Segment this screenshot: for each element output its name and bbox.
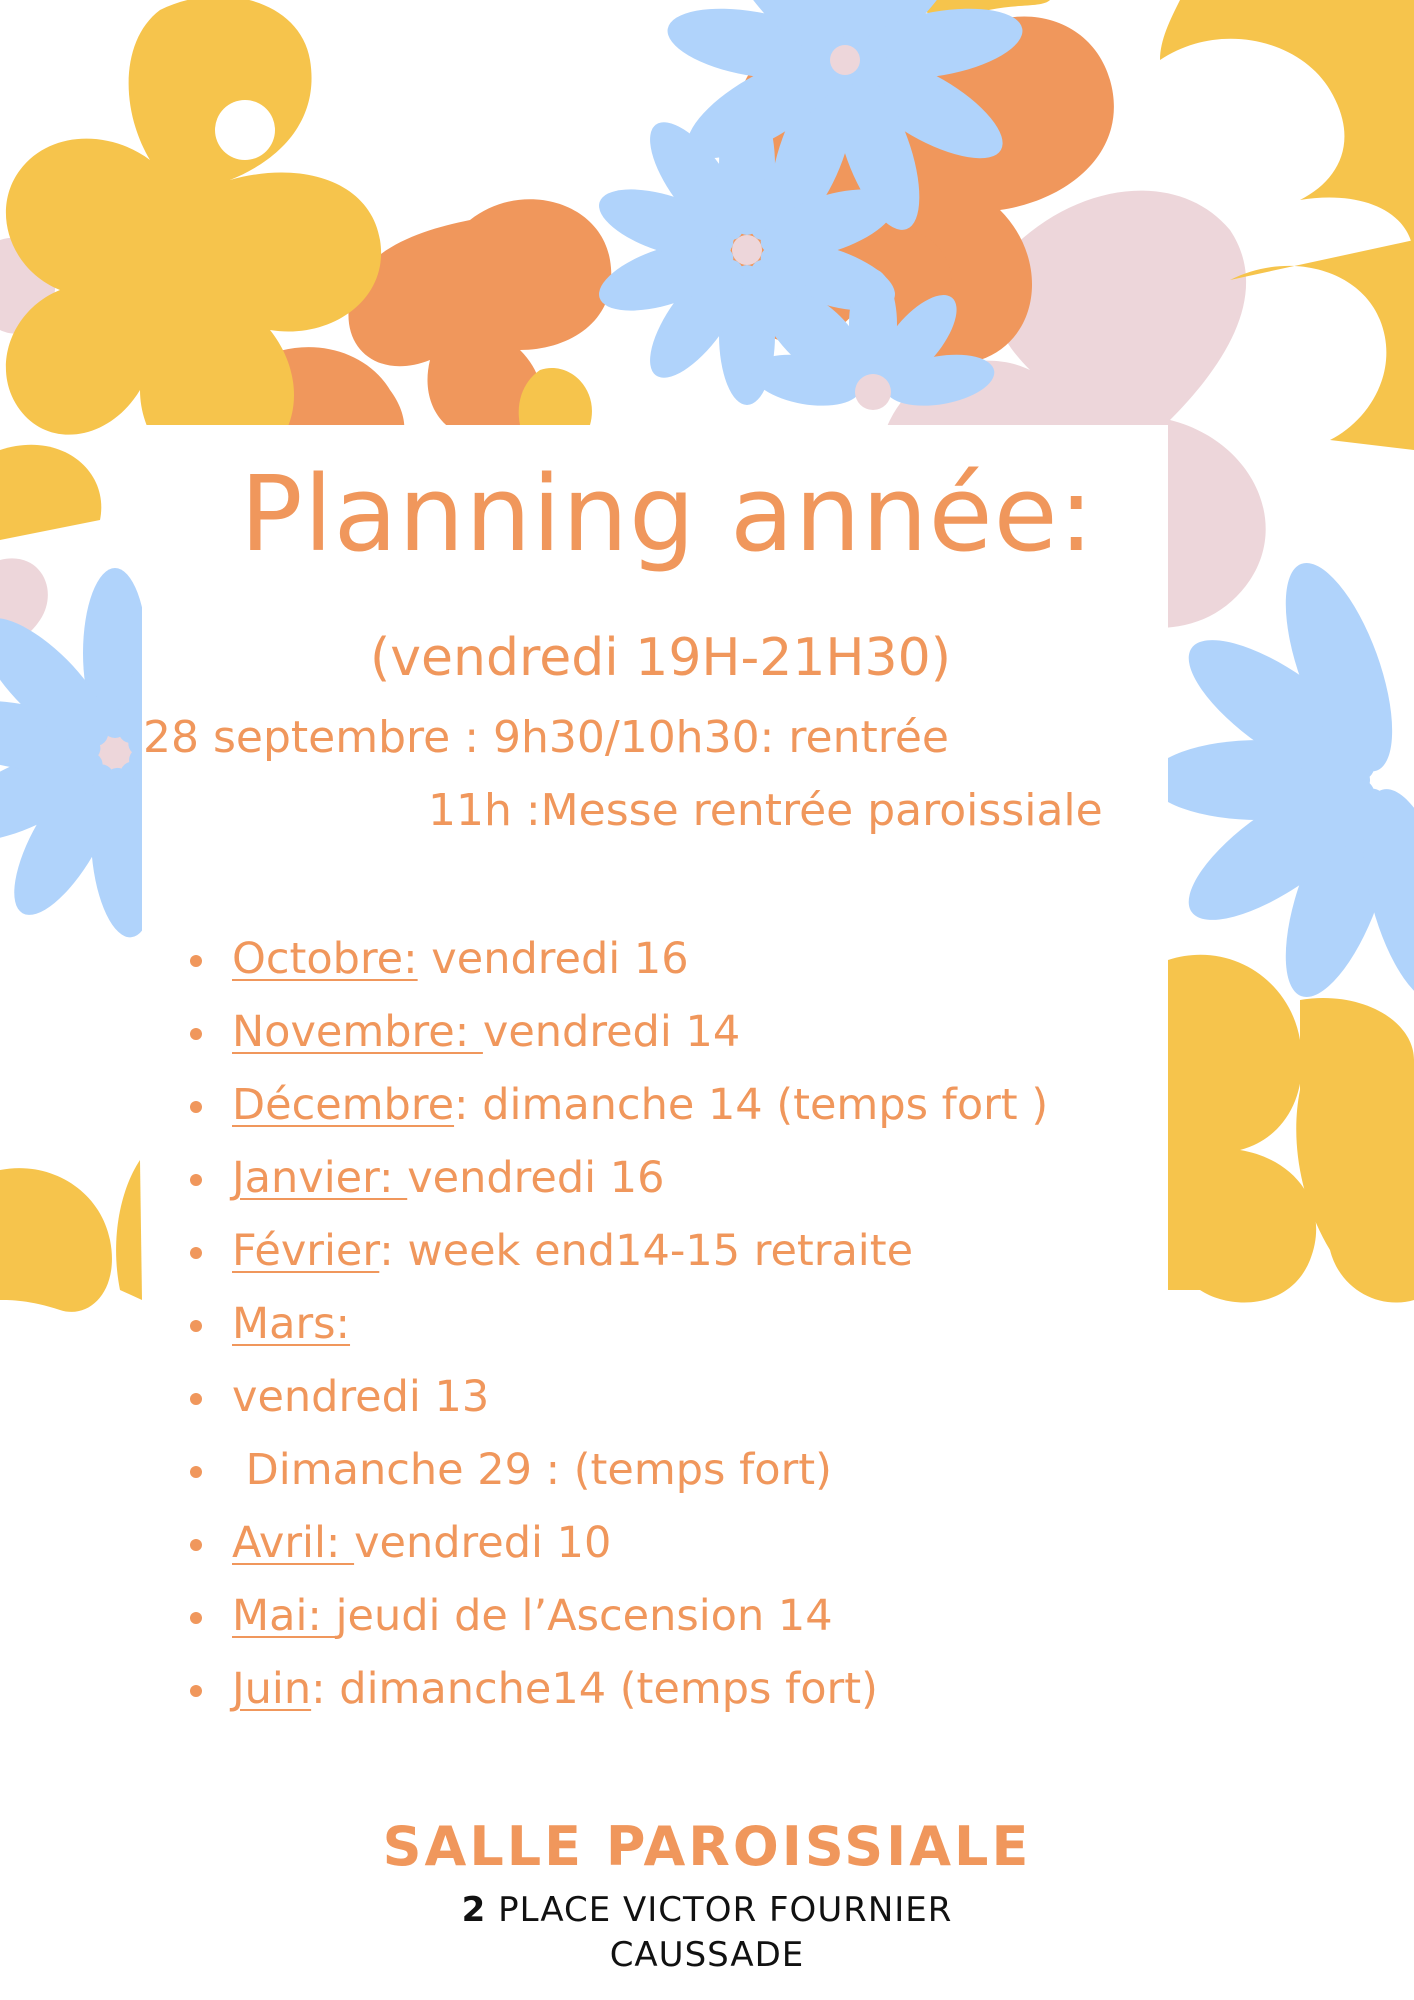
list-item xyxy=(182,1000,1048,1073)
list-item xyxy=(182,1511,1048,1584)
date-detail: jeudi de l’Ascension 14 xyxy=(335,1591,833,1641)
list-item xyxy=(182,1073,1048,1146)
schedule-hours: (vendredi 19H-21H30) xyxy=(370,628,951,688)
month-label: Janvier: xyxy=(232,1153,408,1203)
list-item xyxy=(182,1657,1048,1730)
month-label: Avril: xyxy=(232,1518,355,1568)
month-label: Mars: xyxy=(232,1299,351,1349)
list-item xyxy=(182,927,1048,1000)
list-item xyxy=(182,1292,1048,1365)
address-number: 2 xyxy=(461,1890,487,1930)
date-detail: : week end14-15 retraite xyxy=(379,1226,914,1276)
month-label: Mai: xyxy=(232,1591,336,1641)
list-item xyxy=(182,1584,1048,1657)
month-label: Novembre: xyxy=(232,1007,483,1057)
date-detail: vendredi 13 xyxy=(232,1372,490,1422)
month-label: Octobre: xyxy=(232,934,418,984)
venue-name: SALLE PAROISSIALE xyxy=(382,1815,1032,1878)
month-label: Février xyxy=(232,1226,380,1276)
date-detail: vendredi 16 xyxy=(417,934,689,984)
month-label: Décembre xyxy=(232,1080,455,1130)
venue-address xyxy=(0,1890,1414,1931)
list-item xyxy=(182,1438,1048,1511)
date-detail: vendredi 14 xyxy=(482,1007,741,1057)
address-street: PLACE VICTOR FOURNIER xyxy=(486,1890,953,1930)
rentree-line: 28 septembre : 9h30/10h30: rentrée xyxy=(143,712,949,763)
list-item xyxy=(182,1146,1048,1219)
date-detail: vendredi 10 xyxy=(354,1518,612,1568)
month-label: Juin xyxy=(232,1664,312,1714)
date-detail: : dimanche 14 (temps fort ) xyxy=(454,1080,1049,1130)
date-detail: : dimanche14 (temps fort) xyxy=(311,1664,878,1714)
list-item xyxy=(182,1365,1048,1438)
page-title: Planning année: xyxy=(240,453,1095,575)
schedule-list xyxy=(182,927,1048,1730)
venue-city: CAUSSADE xyxy=(609,1935,805,1975)
messe-line: 11h :Messe rentrée paroissiale xyxy=(428,785,1103,836)
date-detail: vendredi 16 xyxy=(407,1153,665,1203)
date-detail: Dimanche 29 : (temps fort) xyxy=(232,1445,832,1495)
list-item xyxy=(182,1219,1048,1292)
